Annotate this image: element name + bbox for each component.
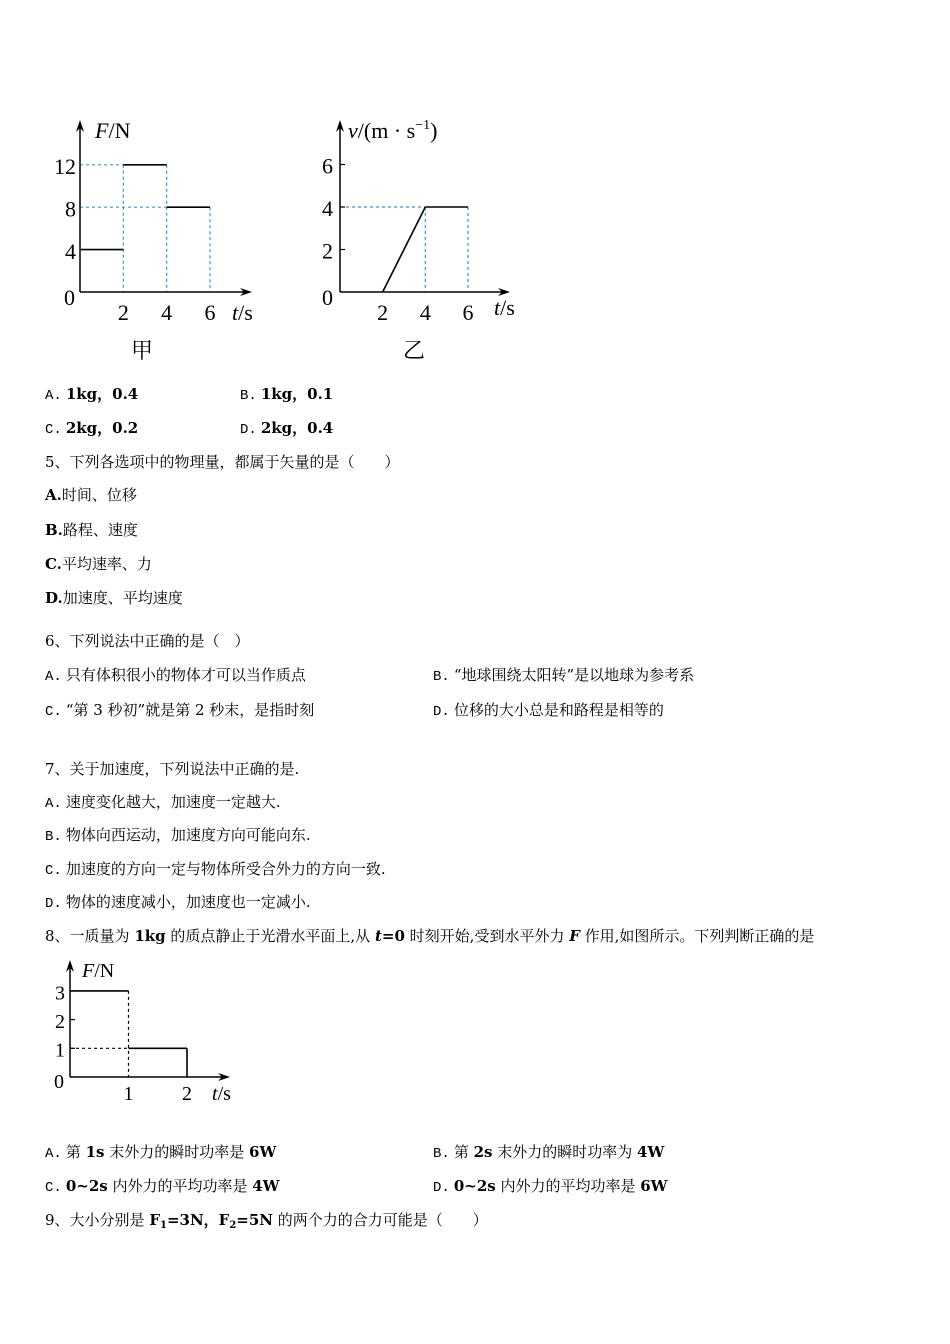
q8-force-var: F: [569, 927, 580, 945]
q5-option-d: [45, 588, 183, 608]
q4-option-d: [240, 418, 333, 440]
option-value: 4W: [252, 1177, 280, 1195]
q4-option-b: [240, 384, 333, 406]
data-segment: [383, 207, 426, 292]
y-tick-label: 12: [54, 154, 76, 180]
origin-label: 0: [54, 1071, 64, 1093]
option-text: 末外力的瞬时功率为: [492, 1143, 638, 1161]
option-label: A.: [45, 1146, 62, 1162]
option-text: 1kg，0.4: [65, 385, 139, 403]
q4-option-a: [45, 384, 138, 406]
option-text: “地球围绕太阳转”是以地球为参考系: [453, 666, 695, 684]
origin-label: 0: [64, 285, 75, 310]
option-label: A.: [45, 796, 62, 812]
option-label: D.: [433, 704, 450, 720]
q5-option-a: [45, 485, 137, 505]
y-axis-label: [81, 960, 114, 982]
option-label: A.: [45, 486, 62, 504]
option-label: C.: [45, 1180, 62, 1196]
option-text: “第 3 秒初”就是第 2 秒末，是指时刻: [65, 701, 315, 719]
q5-option-c: [45, 554, 152, 574]
x-axis-label: [232, 300, 253, 325]
option-text: 路程、速度: [62, 521, 138, 539]
option-text: 速度变化越大，加速度一定越大.: [65, 793, 281, 811]
x-tick-label: 6: [462, 300, 474, 325]
y-tick-label: 6: [322, 153, 333, 179]
y-axis-unit: /N: [108, 118, 131, 143]
option-text: 内外力的平均功率是: [107, 1177, 253, 1195]
option-text: 加速度、平均速度: [62, 589, 183, 607]
y-tick-label: 2: [55, 1011, 65, 1033]
option-value: 0~2s: [453, 1177, 496, 1195]
option-value: 4W: [637, 1143, 665, 1161]
y-axis-unit-close: ): [430, 118, 438, 143]
y-tick-label: 4: [322, 196, 333, 222]
y-axis-label: [94, 118, 131, 143]
option-text: 1kg，0.1: [260, 385, 334, 403]
y-axis-variable: F: [95, 118, 109, 143]
option-text: 第: [65, 1143, 86, 1161]
q9-force-symbol: F: [149, 1211, 160, 1229]
y-axis-variable: v: [348, 118, 358, 143]
y-tick-label: 3: [55, 982, 65, 1005]
option-value: 6W: [249, 1143, 277, 1161]
q9-stem-text: 9、大小分别是: [45, 1211, 150, 1229]
option-text: 内外力的平均功率是: [495, 1177, 641, 1195]
option-value: 0~2s: [65, 1177, 108, 1195]
y-tick-label: 8: [65, 196, 76, 222]
option-text: 时间、位移: [61, 486, 137, 504]
y-axis-unit: /(m · s: [357, 118, 416, 143]
q9-force-symbol: F: [218, 1211, 230, 1229]
q6-option-b: [433, 665, 694, 687]
y-tick-label: 2: [322, 238, 333, 264]
q5-option-b: [45, 520, 138, 540]
q8-stem: [45, 926, 814, 946]
option-text: 2kg，0.2: [65, 419, 139, 437]
option-label: C.: [45, 704, 62, 720]
x-axis-label: [212, 1083, 231, 1105]
q9-force-value: =3N，: [166, 1211, 219, 1229]
option-label: C.: [45, 422, 62, 438]
q9-force-subscript: 1: [159, 1220, 167, 1231]
x-tick-label: 2: [182, 1083, 192, 1105]
q8-stem-text: 的质点静止于光滑水平面上,从: [165, 927, 375, 945]
option-label: C.: [45, 863, 62, 879]
option-text: 加速度的方向一定与物体所受合外力的方向一致.: [65, 860, 386, 878]
y-axis-variable: F: [82, 960, 95, 982]
force-time-chart-q8: [0, 950, 280, 1110]
option-label: B.: [240, 388, 257, 404]
option-text: 位移的大小总是和路程是相等的: [453, 701, 664, 719]
y-tick-label: 4: [65, 238, 76, 264]
option-label: D.: [45, 589, 63, 607]
y-axis-unit-exponent: −1: [415, 118, 431, 133]
q8-time-var: t: [374, 927, 382, 945]
option-text: 末外力的瞬时功率是: [104, 1143, 250, 1161]
x-tick-label: 4: [161, 300, 173, 325]
x-axis-label: [494, 295, 515, 320]
q8-option-d: [433, 1176, 668, 1198]
option-label: B.: [45, 521, 63, 539]
q9-force-2: [219, 1211, 273, 1229]
x-tick-label: 2: [117, 300, 129, 325]
option-value: 1s: [85, 1143, 105, 1161]
q8-option-b: [433, 1142, 664, 1164]
q7-option-c: [45, 859, 386, 881]
option-value: 2s: [473, 1143, 493, 1161]
option-label: D.: [240, 422, 257, 438]
option-text: 平均速率、力: [61, 555, 152, 573]
option-text: 只有体积很小的物体才可以当作质点: [65, 666, 306, 684]
option-label: B.: [433, 669, 450, 685]
q6-option-a: [45, 665, 306, 687]
x-axis-unit: /s: [217, 1083, 231, 1105]
option-text: 物体向西运动，加速度方向可能向东.: [65, 826, 311, 844]
chart-caption-jia: 甲: [130, 339, 153, 364]
velocity-time-chart-yi: [300, 110, 560, 370]
q7-option-b: [45, 825, 311, 847]
q5-stem: 5、下列各选项中的物理量，都属于矢量的是（ ）: [45, 453, 400, 471]
force-time-chart-jia: [0, 110, 300, 370]
x-tick-label: 6: [204, 300, 216, 325]
q9-stem-text: 的两个力的合力可能是（ ）: [273, 1211, 488, 1229]
q7-option-a: [45, 792, 281, 814]
q8-option-c: [45, 1176, 280, 1198]
y-axis-unit: /N: [94, 960, 115, 982]
y-tick-label: 1: [55, 1039, 65, 1062]
x-tick-label: 4: [419, 300, 431, 325]
q9-force-subscript: 2: [229, 1220, 237, 1231]
x-axis-variable: t: [212, 1083, 218, 1105]
q8-stem-text: 8、一质量为: [45, 927, 135, 945]
option-label: D.: [45, 896, 62, 912]
q6-option-d: [433, 700, 664, 722]
option-text: 第: [453, 1143, 474, 1161]
q8-option-a: [45, 1142, 276, 1164]
option-label: D.: [433, 1180, 450, 1196]
q4-option-c: [45, 418, 138, 440]
q6-stem: 6、下列说法中正确的是（ ）: [45, 632, 250, 650]
q8-stem-text: 时刻开始,受到水平外力: [404, 927, 570, 945]
x-tick-label: 1: [123, 1083, 134, 1105]
option-label: A.: [45, 388, 62, 404]
q6-option-c: [45, 700, 314, 722]
q9-stem: [45, 1210, 488, 1230]
chart-caption-yi: 乙: [402, 339, 425, 364]
q8-time-value: =0: [381, 927, 405, 945]
option-label: B.: [45, 829, 62, 845]
x-axis-unit: /s: [500, 295, 515, 320]
option-label: B.: [433, 1146, 450, 1162]
x-tick-label: 2: [377, 300, 389, 325]
x-axis-variable: t: [494, 295, 501, 320]
option-text: 物体的速度减小，加速度也一定减小.: [65, 893, 311, 911]
q8-stem-text: 作用,如图所示。下列判断正确的是: [579, 927, 815, 945]
option-text: 2kg，0.4: [260, 419, 334, 437]
q9-force-1: [149, 1211, 218, 1229]
q9-force-value: =5N: [236, 1211, 273, 1229]
option-label: A.: [45, 669, 62, 685]
x-axis-unit: /s: [238, 300, 253, 325]
q8-mass: 1kg: [134, 927, 166, 945]
option-value: 6W: [640, 1177, 668, 1195]
option-label: C.: [45, 555, 62, 573]
origin-label: 0: [322, 285, 333, 310]
q7-stem: 7、关于加速度，下列说法中正确的是.: [45, 760, 300, 778]
y-axis-label: [348, 118, 437, 143]
q7-option-d: [45, 892, 311, 914]
x-axis-variable: t: [232, 300, 239, 325]
